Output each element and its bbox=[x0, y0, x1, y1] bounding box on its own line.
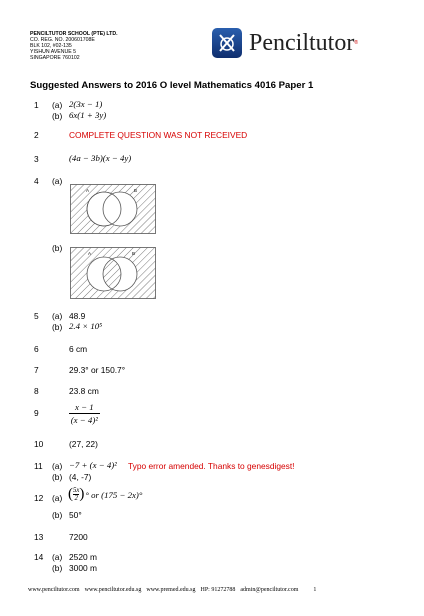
school-address-block bbox=[30, 31, 118, 61]
set-a-label: A bbox=[86, 188, 90, 193]
answer: 2.4 × 10⁵ bbox=[69, 321, 103, 331]
part-label: (b) bbox=[52, 322, 63, 332]
part-label: (a) bbox=[52, 552, 63, 562]
registered-mark: ® bbox=[354, 40, 359, 46]
part-label: (a) bbox=[52, 311, 63, 321]
open-paren: ( bbox=[68, 486, 73, 502]
footer-link[interactable]: www.penciltutor.edu.sg bbox=[84, 587, 142, 593]
close-paren: ) bbox=[79, 486, 85, 502]
answer: (4a − 3b)(x − 4y) bbox=[69, 153, 132, 163]
fraction-denominator: (x − 4)² bbox=[70, 415, 98, 425]
pencil-icon bbox=[212, 28, 242, 58]
question-number: 11 bbox=[34, 461, 43, 471]
question-number: 14 bbox=[34, 552, 44, 562]
part-label: (a) bbox=[52, 461, 63, 471]
answer: 48.9 bbox=[69, 311, 86, 321]
footer-link[interactable]: www.premed.edu.sg bbox=[146, 587, 196, 593]
question-number: 9 bbox=[34, 408, 39, 418]
footer-phone: HP: 91272788 bbox=[200, 587, 236, 593]
fraction-numerator: 5x bbox=[73, 487, 80, 494]
question-number: 7 bbox=[34, 365, 39, 375]
answer: 6 cm bbox=[69, 344, 88, 354]
part-label: (a) bbox=[52, 100, 63, 110]
answer-missing-note: COMPLETE QUESTION WAS NOT RECEIVED bbox=[69, 130, 248, 140]
set-b-label: B bbox=[134, 188, 138, 193]
address-line: YISHUN AVENUE 5 bbox=[30, 49, 77, 55]
page-title: Suggested Answers to 2016 O level Mathematics 4016 Paper 1 bbox=[30, 80, 314, 91]
answer: (4, -7) bbox=[69, 472, 92, 482]
address-line: BLK 102, #02-135 bbox=[30, 43, 72, 49]
answer: 6x(1 + 3y) bbox=[69, 110, 107, 120]
answer: 23.8 cm bbox=[69, 386, 99, 396]
footer-email[interactable]: admin@penciltutor.com bbox=[240, 587, 299, 593]
answer: −7 + (x − 4)² bbox=[69, 460, 117, 470]
set-a-label: A bbox=[88, 251, 92, 256]
question-number: 13 bbox=[34, 532, 44, 542]
answer: 2520 m bbox=[69, 552, 97, 562]
question-number: 2 bbox=[34, 130, 39, 140]
brand-name: Penciltutor bbox=[249, 29, 355, 56]
part-label: (b) bbox=[52, 472, 63, 482]
question-number: 5 bbox=[34, 311, 39, 321]
question-number: 10 bbox=[34, 439, 44, 449]
school-name: PENCILTUTOR SCHOOL (PTE) LTD. bbox=[30, 31, 118, 37]
answer: 7200 bbox=[69, 532, 88, 542]
part-label: (a) bbox=[52, 176, 63, 186]
question-number: 1 bbox=[34, 100, 39, 110]
part-label: (b) bbox=[52, 243, 63, 253]
question-number: 3 bbox=[34, 154, 39, 164]
set-b-label: B bbox=[132, 251, 136, 256]
brand-logo bbox=[212, 28, 358, 58]
answer: 3000 m bbox=[69, 563, 97, 573]
fraction-answer bbox=[69, 402, 100, 425]
venn-diagram-a bbox=[70, 184, 156, 239]
question-number: 12 bbox=[34, 493, 44, 503]
page-number: 1 bbox=[313, 587, 317, 593]
footer-link[interactable]: www.penciltutor.com bbox=[28, 587, 80, 593]
venn-diagram-b bbox=[70, 247, 156, 304]
fraction-bar bbox=[69, 413, 100, 414]
answer-rest: ° or (175 − 2x)° bbox=[85, 489, 143, 500]
answer: 29.3° or 150.7° bbox=[69, 365, 126, 375]
question-number: 4 bbox=[34, 176, 39, 186]
answer: (27, 22) bbox=[69, 439, 98, 449]
answer: 50° bbox=[69, 510, 82, 520]
angle-answer bbox=[68, 487, 142, 502]
fraction-denominator: 2 bbox=[74, 495, 78, 502]
address-line: SINGAPORE 760102 bbox=[30, 55, 80, 61]
part-label: (b) bbox=[52, 510, 63, 520]
part-label: (a) bbox=[52, 493, 63, 503]
page-footer bbox=[28, 587, 316, 593]
question-number: 8 bbox=[34, 386, 39, 396]
part-label: (b) bbox=[52, 111, 63, 121]
company-reg-no: CO. REG. NO. 200601708E bbox=[30, 37, 95, 43]
fraction-numerator: x − 1 bbox=[75, 402, 94, 412]
typo-note: Typo error amended. Thanks to genesdigest! bbox=[128, 461, 295, 471]
question-number: 6 bbox=[34, 344, 39, 354]
answer: 2(3x − 1) bbox=[69, 99, 103, 109]
part-label: (b) bbox=[52, 563, 63, 573]
